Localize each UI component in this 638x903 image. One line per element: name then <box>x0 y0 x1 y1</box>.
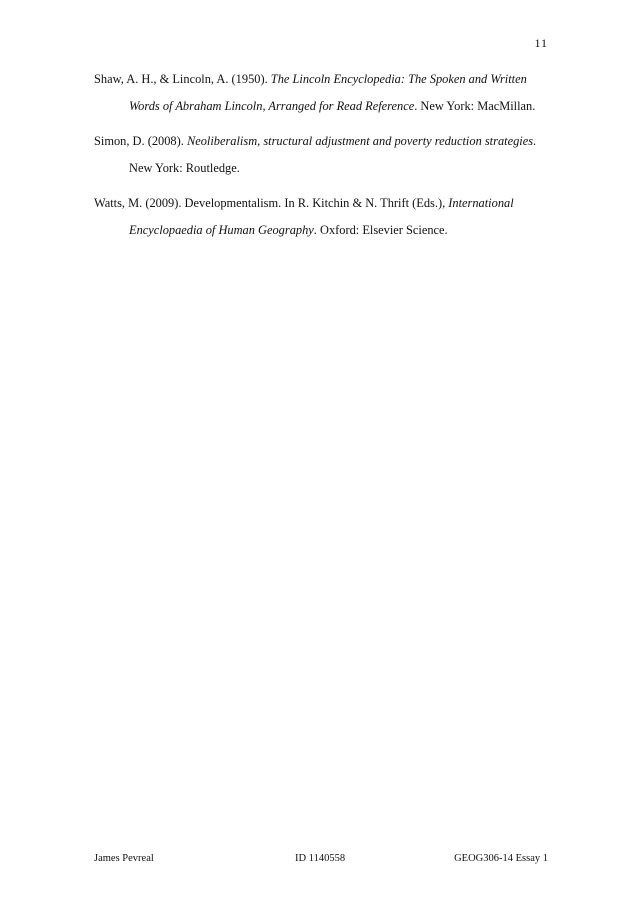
reference-title: Neoliberalism, structural adjustment and poverty reduction strategies <box>186 134 534 148</box>
reference-publisher: . New York: MacMillan. <box>414 98 536 113</box>
reference-entry <box>94 66 554 119</box>
reference-entry <box>94 128 554 181</box>
reference-entry <box>94 190 554 243</box>
reference-title: The Lincoln Encyclopedia: The Spoken and Written Words of Abraham Lincoln, Arranged for Read Reference <box>129 72 527 113</box>
footer-author: James Pevreal <box>94 853 154 864</box>
reference-publisher: . New York: Routledge. <box>129 134 537 175</box>
reference-authors-year: Simon, D. (2008). <box>94 134 187 148</box>
reference-list <box>94 66 554 252</box>
reference-publisher: . Oxford: Elsevier Science. <box>313 222 448 237</box>
footer-student-id: ID 1140558 <box>295 853 346 864</box>
reference-authors-year: Shaw, A. H., & Lincoln, A. (1950). <box>94 72 271 86</box>
reference-authors-year: Watts, M. (2009). Developmentalism. In R. Kitchin & N. Thrift (Eds.), <box>94 196 449 210</box>
footer-course: GEOG306-14 Essay 1 <box>454 853 548 864</box>
page-number: 11 <box>534 36 548 50</box>
reference-title: International Encyclopaedia of Human Geography <box>129 196 514 237</box>
